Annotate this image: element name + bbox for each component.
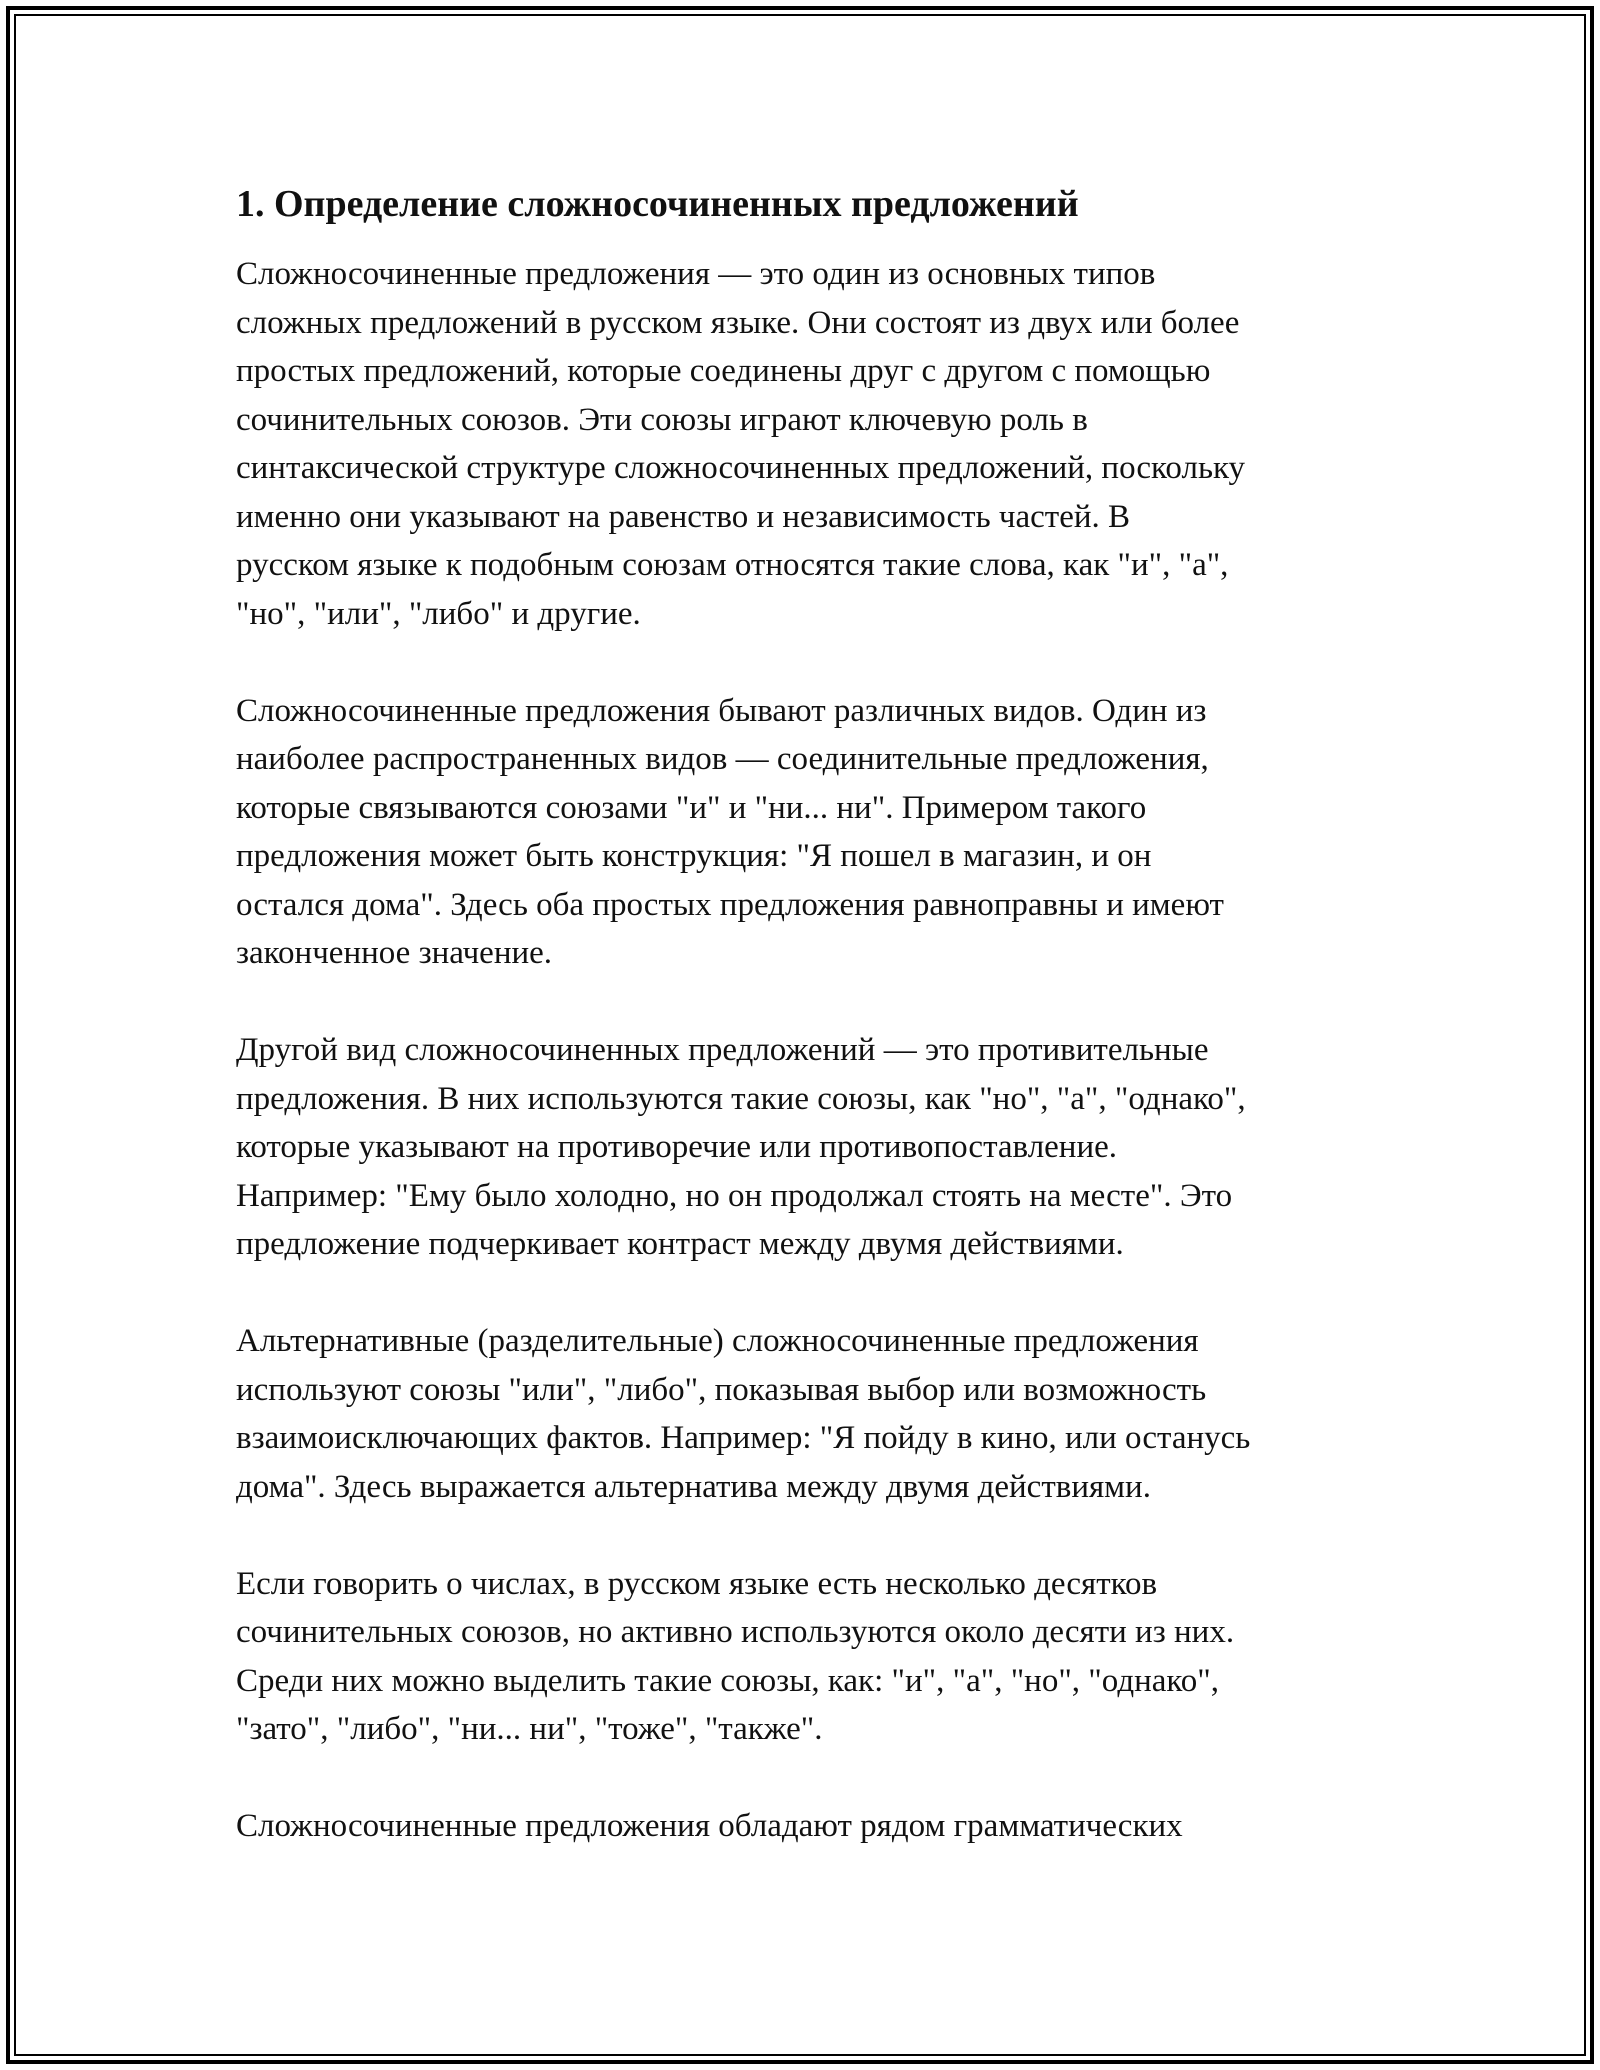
paragraph-connective-types: Сложносочиненные предложения бывают различных видов. Один из наиболее распространенных видов — соединительные предложения, которые связываются союзами "и" и "ни... ни". Примером такого предложения может быть конструкция: "Я пошел в магазин, и он остался дома". Здесь оба простых предложения равноправны и имеют законченное значение. — [236, 692, 1224, 972]
paragraph-adversative-types: Другой вид сложносочиненных предложений — это противительные предложения. В них используются такие союзы, как "но", "а", "однако", которые указывают на противоречие или противопоставление. Например: "Ему было холодно, но он продолжал стоять на месте". Это предложение подчеркивает контраст между двумя действиями. — [236, 1032, 1246, 1263]
paragraph-disjunctive-types: Альтернативные (разделительные) сложносочиненные предложения используют союзы "или", "либо", показывая выбор или возможность взаимоисключающих фактов. Например: "Я пойду в кино, или останусь дома". Здесь выражается альтернатива между двумя действиями. — [236, 1323, 1251, 1505]
document-body — [236, 180, 1376, 1851]
section-heading: 1. Определение сложносочиненных предложений — [236, 183, 1079, 225]
paragraph-grammatical-features: Сложносочиненные предложения обладают рядом грамматических — [236, 1808, 1183, 1845]
paragraph-definition: Сложносочиненные предложения — это один из основных типов сложных предложений в русском языке. Они состоят из двух или более простых предложений, которые соединены друг с другом с помощью сочинительных союзов. Эти союзы играют ключевую роль в синтаксической структуре сложносочиненных предложений, поскольку именно они указывают на равенство и независимость частей. В русском языке к подобным союзам относятся такие слова, как "и", "а", "но", "или", "либо" и другие. — [236, 256, 1246, 632]
paragraph-conjunction-count: Если говорить о числах, в русском языке есть несколько десятков сочинительных союзов, но активно используются около десяти из них. Среди них можно выделить такие союзы, как: "и", "а", "но", "однако", "зато", "либо", "ни... ни", "тоже", "также". — [236, 1565, 1235, 1748]
